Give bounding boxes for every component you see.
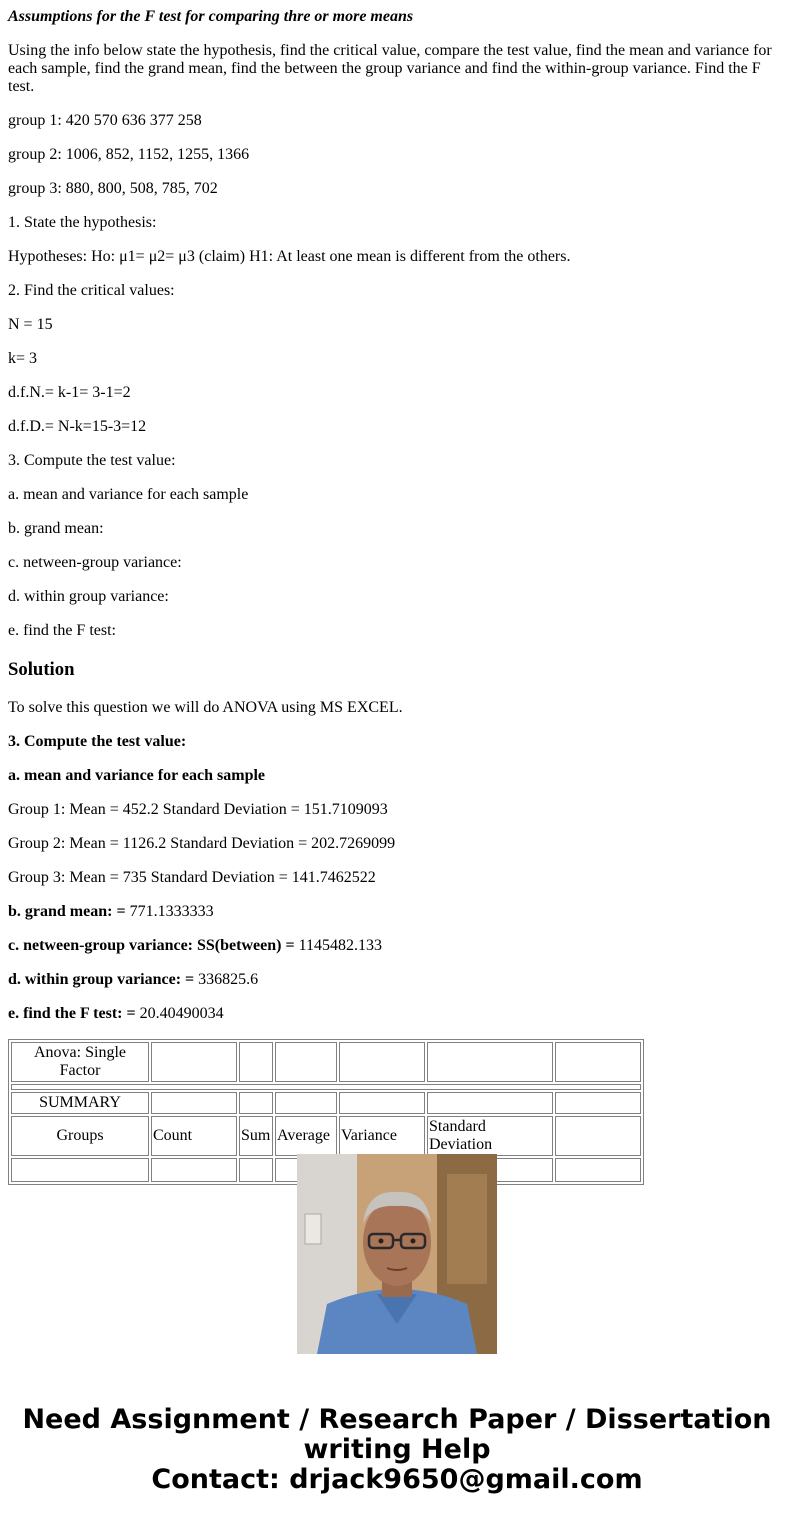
dfn-value: d.f.N.= k-1= 3-1=2 — [8, 384, 131, 401]
f-test-value: 20.40490034 — [135, 1005, 224, 1022]
solution-group-1: Group 1: Mean = 452.2 Standard Deviation = 151.7109093 — [8, 801, 388, 818]
promo-line-1: Need Assignment / Research Paper / Dissertation — [22, 1404, 772, 1435]
table-cell — [339, 1092, 425, 1114]
table-cell — [275, 1092, 337, 1114]
header-count: Count — [151, 1116, 237, 1156]
group-2-data: group 2: 1006, 852, 1152, 1255, 1366 — [8, 146, 250, 163]
within-variance-value: 336825.6 — [194, 971, 259, 988]
between-variance-line — [8, 937, 780, 955]
tutor-photo — [297, 1154, 497, 1354]
question-intro: Using the info below state the hypothesis, find the critical value, compare the test value, find the mean and variance for each sample, find the grand mean, find the between the group variance and find the within-group variance. Find the F test. — [8, 42, 772, 95]
solution-heading: Solution — [8, 659, 75, 680]
table-cell — [339, 1042, 425, 1082]
between-variance-label: c. netween-group variance: SS(between) = — [8, 937, 295, 954]
hypotheses-text: Hypotheses: Ho: μ1= μ2= μ3 (claim) H1: At least one mean is different from the others. — [8, 248, 571, 265]
header-std-dev: Standard Deviation — [427, 1116, 553, 1156]
table-cell — [555, 1042, 641, 1082]
solution-group-2: Group 2: Mean = 1126.2 Standard Deviation = 202.7269099 — [8, 835, 396, 852]
question-title: Assumptions for the F test for comparing thre or more means — [8, 8, 414, 25]
promo-footer — [0, 1124, 794, 1523]
table-cell — [555, 1092, 641, 1114]
grand-mean-value: 771.1333333 — [125, 903, 214, 920]
sub-d: d. within group variance: — [8, 588, 169, 605]
n-value: N = 15 — [8, 316, 53, 333]
sub-c: c. netween-group variance: — [8, 554, 182, 571]
step-1-heading: 1. State the hypothesis: — [8, 214, 157, 231]
anova-title-cell: Anova: Single Factor — [11, 1042, 149, 1082]
between-variance-value: 1145482.133 — [294, 937, 382, 954]
solution-step-3: 3. Compute the test value: — [8, 733, 187, 750]
table-cell — [151, 1092, 237, 1114]
dfd-value: d.f.D.= N-k=15-3=12 — [8, 418, 147, 435]
sub-a: a. mean and variance for each sample — [8, 486, 249, 503]
table-cell — [275, 1042, 337, 1082]
f-test-line — [8, 1005, 780, 1023]
table-cell — [427, 1092, 553, 1114]
sub-b: b. grand mean: — [8, 520, 104, 537]
summary-cell: SUMMARY — [11, 1092, 149, 1114]
table-row — [11, 1042, 641, 1082]
table-cell — [427, 1042, 553, 1082]
solution-sub-a: a. mean and variance for each sample — [8, 767, 266, 784]
table-row — [11, 1092, 641, 1114]
tutor-portrait-icon — [297, 1154, 497, 1354]
within-variance-label: d. within group variance: = — [8, 971, 195, 988]
table-cell — [151, 1042, 237, 1082]
header-variance: Variance — [339, 1116, 425, 1156]
group-3-data: group 3: 880, 800, 508, 785, 702 — [8, 180, 218, 197]
sub-e: e. find the F test: — [8, 622, 116, 639]
promo-text — [0, 1405, 794, 1495]
header-sum: Sum — [239, 1116, 273, 1156]
header-groups: Groups — [11, 1116, 149, 1156]
promo-contact[interactable]: Contact: drjack9650@gmail.com — [151, 1464, 643, 1495]
f-test-label: e. find the F test: = — [8, 1005, 136, 1022]
header-average: Average — [275, 1116, 337, 1156]
step-3-heading: 3. Compute the test value: — [8, 452, 176, 469]
within-variance-line — [8, 971, 780, 989]
grand-mean-line — [8, 903, 780, 921]
question-content — [8, 0, 780, 1153]
step-2-heading: 2. Find the critical values: — [8, 282, 175, 299]
solution-intro: To solve this question we will do ANOVA using MS EXCEL. — [8, 699, 403, 716]
group-1-data: group 1: 420 570 636 377 258 — [8, 112, 202, 129]
solution-group-3: Group 3: Mean = 735 Standard Deviation = 141.7462522 — [8, 869, 376, 886]
k-value: k= 3 — [8, 350, 38, 367]
grand-mean-label: b. grand mean: = — [8, 903, 126, 920]
table-cell — [239, 1042, 273, 1082]
promo-line-2: writing Help — [303, 1434, 491, 1465]
table-cell — [239, 1092, 273, 1114]
